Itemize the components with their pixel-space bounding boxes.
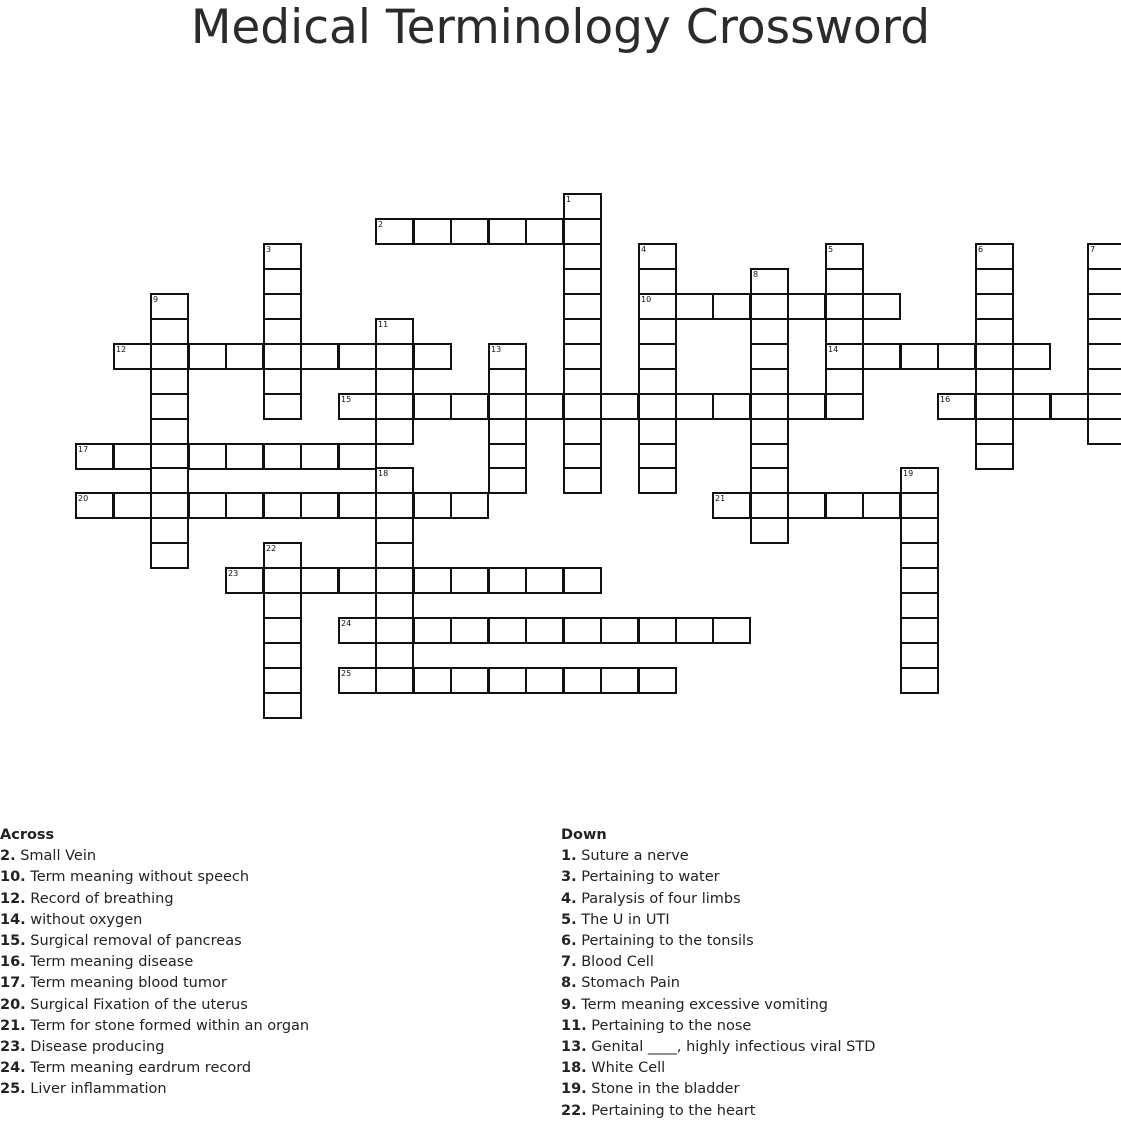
grid-cell[interactable] <box>263 567 302 594</box>
clue-number: 7. <box>561 954 577 971</box>
grid-cell[interactable] <box>375 218 414 245</box>
clue-number: 11. <box>561 1017 587 1034</box>
grid-cell[interactable] <box>338 667 377 694</box>
grid-cell[interactable] <box>375 542 414 569</box>
cell-number: 4 <box>641 245 647 254</box>
clue-text: Pertaining to the heart <box>586 1102 756 1119</box>
clue-number: 16. <box>0 954 26 971</box>
across-clue <box>0 1016 540 1037</box>
cell-number: 21 <box>715 494 726 503</box>
down-clue <box>561 1037 1121 1058</box>
grid-cell[interactable] <box>338 567 377 594</box>
clue-number: 8. <box>561 975 577 992</box>
clue-number: 6. <box>561 933 577 950</box>
grid-cell[interactable] <box>600 667 639 694</box>
across-clues <box>0 825 540 1101</box>
grid-cell[interactable] <box>563 293 602 320</box>
clue-number: 17. <box>0 975 26 992</box>
grid-cell[interactable] <box>563 443 602 470</box>
down-clue <box>561 910 1121 931</box>
clue-text: Small Vein <box>15 848 97 865</box>
clue-text: without oxygen <box>25 911 143 928</box>
cell-number: 17 <box>78 445 89 454</box>
grid-cell[interactable] <box>413 567 452 594</box>
grid-cell[interactable] <box>75 492 114 519</box>
grid-cell[interactable] <box>488 418 527 445</box>
clue-number: 4. <box>561 890 577 907</box>
grid-cell[interactable] <box>375 617 414 644</box>
grid-cell[interactable] <box>75 443 114 470</box>
clue-text: Liver inflammation <box>25 1081 167 1098</box>
grid-cell[interactable] <box>338 343 377 370</box>
grid-cell[interactable] <box>1012 393 1051 420</box>
grid-cell[interactable] <box>563 418 602 445</box>
grid-cell[interactable] <box>225 492 264 519</box>
clue-number: 2. <box>0 848 16 865</box>
grid-cell[interactable] <box>712 393 751 420</box>
grid-cell[interactable] <box>150 542 189 569</box>
grid-cell[interactable] <box>563 368 602 395</box>
grid-cell[interactable] <box>975 443 1014 470</box>
clue-text: Term for stone formed within an organ <box>25 1017 310 1034</box>
grid-cell[interactable] <box>563 567 602 594</box>
grid-cell[interactable] <box>488 368 527 395</box>
grid-cell[interactable] <box>563 318 602 345</box>
grid-cell[interactable] <box>263 692 302 719</box>
grid-cell[interactable] <box>375 368 414 395</box>
page-title: Medical Terminology Crossword <box>190 0 931 55</box>
grid-cell[interactable] <box>1012 343 1051 370</box>
cell-number: 19 <box>903 469 914 478</box>
clue-number: 14. <box>0 911 26 928</box>
clue-number: 18. <box>561 1060 587 1077</box>
grid-cell[interactable] <box>263 268 302 295</box>
grid-cell[interactable] <box>787 393 826 420</box>
clue-number: 1. <box>561 848 577 865</box>
clue-text: Term meaning blood tumor <box>25 975 227 992</box>
grid-cell[interactable] <box>563 218 602 245</box>
grid-cell[interactable] <box>450 393 489 420</box>
down-clue <box>561 846 1121 867</box>
grid-cell[interactable] <box>150 443 189 470</box>
clue-text: Term meaning eardrum record <box>25 1060 252 1077</box>
across-heading: Across <box>0 827 55 843</box>
clue-number: 5. <box>561 911 577 928</box>
grid-cell[interactable] <box>488 467 527 494</box>
across-clue <box>0 867 540 888</box>
clue-text: Term meaning excessive vomiting <box>576 996 828 1013</box>
clue-text: Stomach Pain <box>576 975 680 992</box>
cell-number: 9 <box>153 295 159 304</box>
grid-cell[interactable] <box>413 492 452 519</box>
grid-cell[interactable] <box>563 243 602 270</box>
grid-cell[interactable] <box>263 592 302 619</box>
grid-cell[interactable] <box>638 418 677 445</box>
grid-cell[interactable] <box>188 492 227 519</box>
grid-cell[interactable] <box>150 517 189 544</box>
clue-text: Pertaining to water <box>576 869 720 886</box>
grid-cell[interactable] <box>263 443 302 470</box>
grid-cell[interactable] <box>150 418 189 445</box>
grid-cell[interactable] <box>488 218 527 245</box>
grid-cell[interactable] <box>712 293 751 320</box>
clue-text: The U in UTI <box>576 911 670 928</box>
grid-cell[interactable] <box>300 492 339 519</box>
grid-cell[interactable] <box>638 617 677 644</box>
grid-cell[interactable] <box>675 393 714 420</box>
grid-cell[interactable] <box>862 293 901 320</box>
down-clue-list <box>561 846 1121 1122</box>
grid-cell[interactable] <box>375 567 414 594</box>
grid-cell[interactable] <box>1087 368 1121 395</box>
grid-cell[interactable] <box>1087 268 1121 295</box>
grid-cell[interactable] <box>638 667 677 694</box>
across-clue-list <box>0 846 540 1100</box>
grid-cell[interactable] <box>150 368 189 395</box>
grid-cell[interactable] <box>975 343 1014 370</box>
clue-text: Pertaining to the nose <box>586 1017 752 1034</box>
grid-cell[interactable] <box>750 268 789 295</box>
grid-cell[interactable] <box>825 268 864 295</box>
grid-cell[interactable] <box>450 492 489 519</box>
grid-cell[interactable] <box>525 617 564 644</box>
grid-cell[interactable] <box>675 293 714 320</box>
clue-number: 15. <box>0 933 26 950</box>
grid-cell[interactable] <box>900 467 939 494</box>
cell-number: 15 <box>341 395 352 404</box>
grid-cell[interactable] <box>975 318 1014 345</box>
grid-cell[interactable] <box>712 617 751 644</box>
grid-cell[interactable] <box>263 293 302 320</box>
grid-cell[interactable] <box>825 243 864 270</box>
grid-cell[interactable] <box>188 343 227 370</box>
grid-cell[interactable] <box>263 667 302 694</box>
grid-cell[interactable] <box>263 492 302 519</box>
grid-cell[interactable] <box>1087 418 1121 445</box>
grid-cell[interactable] <box>750 443 789 470</box>
grid-cell[interactable] <box>750 368 789 395</box>
cell-number: 25 <box>341 669 352 678</box>
clue-text: Disease producing <box>25 1039 165 1056</box>
clue-number: 23. <box>0 1039 26 1056</box>
grid-cell[interactable] <box>150 393 189 420</box>
grid-cell[interactable] <box>750 418 789 445</box>
grid-cell[interactable] <box>975 268 1014 295</box>
grid-cell[interactable] <box>525 667 564 694</box>
grid-cell[interactable] <box>900 542 939 569</box>
across-clue <box>0 995 540 1016</box>
grid-cell[interactable] <box>488 443 527 470</box>
grid-cell[interactable] <box>263 318 302 345</box>
grid-cell[interactable] <box>338 393 377 420</box>
grid-cell[interactable] <box>263 542 302 569</box>
grid-cell[interactable] <box>750 318 789 345</box>
grid-cell[interactable] <box>263 243 302 270</box>
grid-cell[interactable] <box>450 567 489 594</box>
cell-number: 11 <box>378 320 389 329</box>
clue-text: Term meaning without speech <box>25 869 250 886</box>
grid-cell[interactable] <box>413 218 452 245</box>
clue-number: 24. <box>0 1060 26 1077</box>
grid-cell[interactable] <box>638 318 677 345</box>
grid-cell[interactable] <box>150 492 189 519</box>
grid-cell[interactable] <box>375 318 414 345</box>
grid-cell[interactable] <box>488 343 527 370</box>
cell-number: 12 <box>116 345 127 354</box>
clue-text: Record of breathing <box>25 890 174 907</box>
grid-cell[interactable] <box>300 567 339 594</box>
grid-cell[interactable] <box>825 393 864 420</box>
grid-cell[interactable] <box>787 492 826 519</box>
grid-cell[interactable] <box>150 343 189 370</box>
grid-cell[interactable] <box>825 293 864 320</box>
grid-cell[interactable] <box>300 443 339 470</box>
grid-cell[interactable] <box>750 492 789 519</box>
grid-cell[interactable] <box>1087 243 1121 270</box>
cell-number: 13 <box>491 345 502 354</box>
grid-cell[interactable] <box>263 393 302 420</box>
clue-number: 19. <box>561 1081 587 1098</box>
grid-cell[interactable] <box>563 268 602 295</box>
grid-cell[interactable] <box>1087 393 1121 420</box>
down-clue <box>561 931 1121 952</box>
cell-number: 18 <box>378 469 389 478</box>
grid-cell[interactable] <box>450 617 489 644</box>
down-clue <box>561 952 1121 973</box>
grid-cell[interactable] <box>225 567 264 594</box>
clue-text: Paralysis of four limbs <box>576 890 741 907</box>
clue-number: 22. <box>561 1102 587 1119</box>
across-clue <box>0 973 540 994</box>
clue-text: Term meaning disease <box>25 954 194 971</box>
grid-cell[interactable] <box>900 492 939 519</box>
grid-cell[interactable] <box>900 592 939 619</box>
down-clue <box>561 1101 1121 1122</box>
grid-cell[interactable] <box>375 592 414 619</box>
down-clue <box>561 1016 1121 1037</box>
grid-cell[interactable] <box>750 393 789 420</box>
grid-cell[interactable] <box>1087 293 1121 320</box>
grid-cell[interactable] <box>900 517 939 544</box>
grid-cell[interactable] <box>900 617 939 644</box>
grid-cell[interactable] <box>638 268 677 295</box>
grid-cell[interactable] <box>975 418 1014 445</box>
grid-cell[interactable] <box>862 492 901 519</box>
clue-number: 9. <box>561 996 577 1013</box>
grid-cell[interactable] <box>375 467 414 494</box>
clue-text: Surgical Fixation of the uterus <box>25 996 248 1013</box>
grid-cell[interactable] <box>937 343 976 370</box>
grid-cell[interactable] <box>188 443 227 470</box>
cell-number: 2 <box>378 220 384 229</box>
grid-cell[interactable] <box>375 492 414 519</box>
grid-cell[interactable] <box>113 492 152 519</box>
cell-number: 20 <box>78 494 89 503</box>
grid-cell[interactable] <box>900 667 939 694</box>
grid-cell[interactable] <box>675 617 714 644</box>
down-clue <box>561 889 1121 910</box>
grid-cell[interactable] <box>975 393 1014 420</box>
cell-number: 22 <box>266 544 277 553</box>
grid-cell[interactable] <box>563 193 602 220</box>
grid-cell[interactable] <box>787 293 826 320</box>
grid-cell[interactable] <box>638 368 677 395</box>
across-clue <box>0 931 540 952</box>
across-clue <box>0 846 540 867</box>
cell-number: 16 <box>940 395 951 404</box>
grid-cell[interactable] <box>413 393 452 420</box>
grid-cell[interactable] <box>600 393 639 420</box>
grid-cell[interactable] <box>1087 318 1121 345</box>
grid-cell[interactable] <box>488 567 527 594</box>
grid-cell[interactable] <box>263 368 302 395</box>
grid-cell[interactable] <box>263 617 302 644</box>
clue-text: Genital ____, highly infectious viral STD <box>586 1039 876 1056</box>
grid-cell[interactable] <box>150 467 189 494</box>
grid-cell[interactable] <box>488 393 527 420</box>
grid-cell[interactable] <box>375 343 414 370</box>
down-heading: Down <box>561 827 607 843</box>
across-clue <box>0 952 540 973</box>
clue-text: Blood Cell <box>576 954 654 971</box>
grid-cell[interactable] <box>937 393 976 420</box>
cell-number: 7 <box>1090 245 1096 254</box>
grid-cell[interactable] <box>413 343 452 370</box>
grid-cell[interactable] <box>338 443 377 470</box>
cell-number: 1 <box>566 195 572 204</box>
grid-cell[interactable] <box>488 667 527 694</box>
clue-number: 3. <box>561 869 577 886</box>
clue-number: 10. <box>0 869 26 886</box>
across-clue <box>0 910 540 931</box>
down-clues <box>561 825 1121 1122</box>
grid-cell[interactable] <box>413 617 452 644</box>
grid-cell[interactable] <box>150 318 189 345</box>
clue-number: 25. <box>0 1081 26 1098</box>
grid-cell[interactable] <box>375 517 414 544</box>
grid-cell[interactable] <box>375 393 414 420</box>
across-clue <box>0 889 540 910</box>
clue-text: Suture a nerve <box>576 848 689 865</box>
cell-number: 8 <box>753 270 759 279</box>
grid-cell[interactable] <box>525 567 564 594</box>
clue-number: 12. <box>0 890 26 907</box>
grid-cell[interactable] <box>825 318 864 345</box>
grid-cell[interactable] <box>975 243 1014 270</box>
grid-cell[interactable] <box>263 343 302 370</box>
grid-cell[interactable] <box>563 467 602 494</box>
grid-cell[interactable] <box>975 293 1014 320</box>
clue-number: 21. <box>0 1017 26 1034</box>
down-clue <box>561 1079 1121 1100</box>
grid-cell[interactable] <box>563 393 602 420</box>
grid-cell[interactable] <box>563 667 602 694</box>
grid-cell[interactable] <box>413 667 452 694</box>
grid-cell[interactable] <box>263 642 302 669</box>
clue-text: White Cell <box>586 1060 666 1077</box>
grid-cell[interactable] <box>638 343 677 370</box>
grid-cell[interactable] <box>563 343 602 370</box>
grid-cell[interactable] <box>638 243 677 270</box>
grid-cell[interactable] <box>712 492 751 519</box>
grid-cell[interactable] <box>600 617 639 644</box>
grid-cell[interactable] <box>862 343 901 370</box>
grid-cell[interactable] <box>150 293 189 320</box>
cell-number: 24 <box>341 619 352 628</box>
grid-cell[interactable] <box>375 667 414 694</box>
clue-number: 13. <box>561 1039 587 1056</box>
across-clue <box>0 1058 540 1079</box>
cell-number: 10 <box>641 295 652 304</box>
down-clue <box>561 867 1121 888</box>
cell-number: 6 <box>978 245 984 254</box>
grid-cell[interactable] <box>525 218 564 245</box>
grid-cell[interactable] <box>113 443 152 470</box>
grid-cell[interactable] <box>488 617 527 644</box>
grid-cell[interactable] <box>113 343 152 370</box>
grid-cell[interactable] <box>450 667 489 694</box>
grid-cell[interactable] <box>900 642 939 669</box>
grid-cell[interactable] <box>225 343 264 370</box>
grid-cell[interactable] <box>750 467 789 494</box>
cell-number: 3 <box>266 245 272 254</box>
grid-cell[interactable] <box>638 467 677 494</box>
grid-cell[interactable] <box>375 642 414 669</box>
clue-text: Surgical removal of pancreas <box>25 933 242 950</box>
grid-cell[interactable] <box>375 418 414 445</box>
down-clue <box>561 973 1121 994</box>
clue-text: Pertaining to the tonsils <box>576 933 754 950</box>
clue-number: 20. <box>0 996 26 1013</box>
grid-cell[interactable] <box>1087 343 1121 370</box>
down-clue <box>561 995 1121 1016</box>
grid-cell[interactable] <box>750 293 789 320</box>
grid-cell[interactable] <box>750 517 789 544</box>
grid-cell[interactable] <box>300 343 339 370</box>
grid-cell[interactable] <box>900 567 939 594</box>
grid-cell[interactable] <box>338 492 377 519</box>
across-clue <box>0 1079 540 1100</box>
grid-cell[interactable] <box>638 393 677 420</box>
grid-cell[interactable] <box>563 617 602 644</box>
grid-cell[interactable] <box>225 443 264 470</box>
grid-cell[interactable] <box>825 343 864 370</box>
grid-cell[interactable] <box>900 343 939 370</box>
grid-cell[interactable] <box>825 492 864 519</box>
cell-number: 23 <box>228 569 239 578</box>
grid-cell[interactable] <box>638 443 677 470</box>
grid-cell[interactable] <box>750 343 789 370</box>
grid-cell[interactable] <box>975 368 1014 395</box>
grid-cell[interactable] <box>825 368 864 395</box>
grid-cell[interactable] <box>450 218 489 245</box>
grid-cell[interactable] <box>638 293 677 320</box>
across-clue <box>0 1037 540 1058</box>
grid-cell[interactable] <box>338 617 377 644</box>
grid-cell[interactable] <box>1050 393 1089 420</box>
cell-number: 5 <box>828 245 834 254</box>
cell-number: 14 <box>828 345 839 354</box>
grid-cell[interactable] <box>525 393 564 420</box>
clue-text: Stone in the bladder <box>586 1081 740 1098</box>
down-clue <box>561 1058 1121 1079</box>
